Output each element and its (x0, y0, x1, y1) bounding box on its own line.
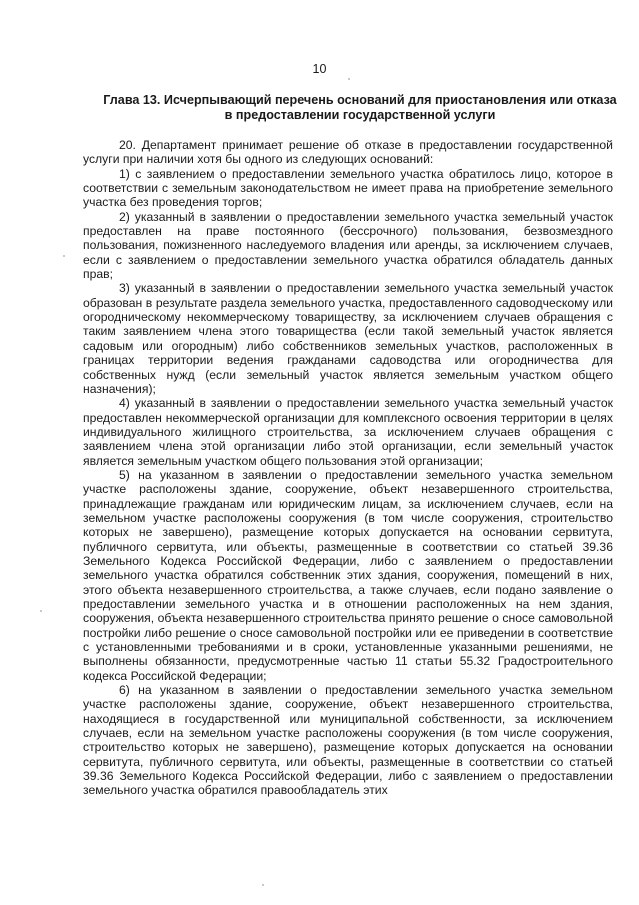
paragraph-item-1: 1) с заявлением о предоставлении земельного участка обратилось лицо, которое в соответствии с земельным законодательством не имеет права на приобретение земельного участка без проведения торгов; (83, 166, 613, 210)
paragraph-item-6: 6) на указанном в заявлении о предоставлении земельного участка земельном участке расположены здание, сооружение, объект незавершенного строительства, находящиеся в государственной или муниципальной собственности, за исключением случаев, если на земельном участке расположены сооружения (в том числе сооружения, строительство которых не завершено), размещение которых допускается на основании сервитута, публичного сервитута, или объекты, размещенные в соответствии со статьей 39.36 Земельного Кодекса Российской Федерации, либо с заявлением о предоставлении земельного участка обратился правообладатель этих (83, 683, 613, 798)
scan-speck (40, 610, 42, 612)
paragraph-item-5: 5) на указанном в заявлении о предоставлении земельного участка земельном участке расположены здание, сооружение, объект незавершенного строительства, принадлежащие гражданам или юридическим лицам, за исключением случаев, если на земельном участке расположены сооружения (в том числе сооружения, строительство которых не завершено), размещение которых допускается на основании сервитута, публичного сервитута, или объекты, размещенные в соответствии со статьей 39.36 Земельного Кодекса Российской Федерации, либо с заявлением о предоставлении земельного участка обратился собственник этих здания, сооружения, помещений в них, этого объекта незавершенного строительства, а также случаев, если подано заявление о предоставлении земельного участка и в отношении расположенных на нем здания, сооружения, объекта незавершенного строительства принято решение о сносе самовольной постройки либо решение о сносе самовольной постройки или ее приведении в соответствие с установленными требованиями и в сроки, установленные указанными решениями, не выполнены обязанности, предусмотренные частью 11 статьи 55.32 Градостроительного кодекса Российской Федерации; (83, 467, 613, 683)
scan-speck (348, 78, 350, 80)
paragraph-item-4: 4) указанный в заявлении о предоставлении земельного участка земельный участок предоставлен некоммерческой организации для комплексного освоения территории в целях индивидуального жилищного строительства, за исключением случаев обращения с заявлением члена этой организации либо этой организации, если земельный участок является земельным участком общего пользования этой организации; (83, 396, 613, 468)
paragraph-20: 20. Департамент принимает решение об отказе в предоставлении государственной услуги при наличии хотя бы одного из следующих оснований: (83, 138, 613, 167)
paragraph-item-2: 2) указанный в заявлении о предоставлении земельного участка земельный участок предоставлен на праве постоянного (бессрочного) пользования, безвозмездного пользования, пожизненного наследуемого владения или аренды, за исключением случаев, если с заявлением о предоставлении земельного участка обратился обладатель данных прав; (83, 209, 613, 282)
chapter-title: Глава 13. Исчерпывающий перечень оснований для приостановления или отказа в предоставлении государственной услуги (103, 93, 617, 122)
document-body (83, 138, 613, 798)
paragraph-item-3: 3) указанный в заявлении о предоставлении земельного участка земельный участок образован в результате раздела земельного участка, предоставленного садоводческому или огородническому некоммерческому товариществу, за исключением случаев обращения с таким заявлением члена этого товарищества (если такой земельный участок является садовым или огородным) либо собственников земельных участков, расположенных в границах территории ведения гражданами садоводства или огородничества для собственных нужд (если земельный участок является земельным участком общего назначения); (83, 281, 613, 396)
page-number: 10 (312, 62, 327, 76)
scan-speck (262, 884, 264, 886)
scan-speck (63, 255, 65, 257)
